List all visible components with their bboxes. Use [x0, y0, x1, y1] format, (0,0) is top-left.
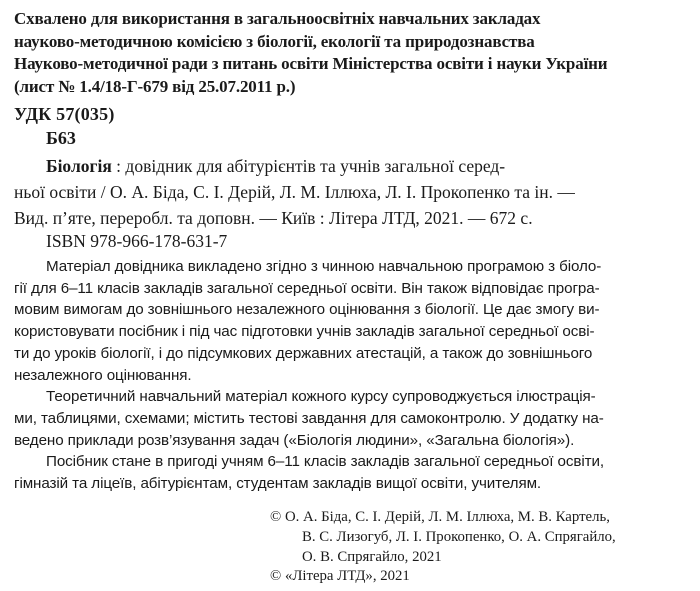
- copyright-line: В. С. Лизогуб, Л. І. Прокопенко, О. А. Спрягайло,: [302, 528, 616, 545]
- annotation-line: ти до уроків біології, і до підсумкових державних атестацій, а також до зовнішнього: [14, 344, 593, 362]
- approval-line: науково-методичною комісією з біології, екології та природознавства: [14, 31, 535, 51]
- udk-code: УДК 57(035): [14, 104, 115, 124]
- annotation-line: Теоретичний навчальний матеріал кожного курсу супроводжується ілюстрація-: [46, 388, 596, 406]
- annotation-line: Матеріал довідника викладено згідно з чинною навчальною програмою з біоло-: [46, 258, 602, 275]
- annotation-line: ведено приклади розв’язування задач («Біологія людини», «Загальна біологія»).: [14, 431, 575, 449]
- biblio-line: ньої освіти / О. А. Біда, С. І. Дерій, Л. М. Іллюха, Л. І. Прокопенко та ін. —: [14, 182, 575, 202]
- book-title: Біологія: [46, 156, 112, 176]
- annotation-line: ми, таблицями, схемами; містить тестові завдання для самоконтролю. У додатку на-: [14, 409, 604, 427]
- approval-line: Схвалено для використання в загальноосвітніх навчальних закладах: [14, 9, 541, 28]
- copyright-line: © О. А. Біда, С. І. Дерій, Л. М. Іллюха, М. В. Картель,: [270, 509, 610, 525]
- annotation-line: мовим вимогам до зовнішнього незалежного оцінювання з біології. Це дає змогу ви-: [14, 301, 600, 319]
- copyright-block: [270, 508, 690, 587]
- annotation-line: незалежного оцінювання.: [14, 366, 192, 384]
- copyright-line: © «Літера ЛТД», 2021: [270, 568, 410, 585]
- annotation-line: гімназій та ліцеїв, абітурієнтам, студентам закладів вищої освіти, учителям.: [14, 475, 542, 493]
- isbn: ISBN 978-966-178-631-7: [46, 231, 228, 251]
- approval-line: (лист № 1.4/18-Г-679 від 25.07.2011 р.): [14, 76, 296, 96]
- biblio-line: Вид. п’яте, переробл. та доповн. — Київ : Літера ЛТД, 2021. — 672 с.: [14, 208, 533, 228]
- annotation-line: користовувати посібник і під час підготовки учнів закладів загальної середньої осві-: [14, 323, 595, 341]
- bbk-code: Б63: [46, 128, 76, 148]
- approval-line: Науково-методичної ради з питань освіти Міністерства освіти і науки України: [14, 54, 608, 73]
- annotation: [14, 256, 694, 495]
- annotation-line: Посібник стане в пригоді учням 6–11 класів закладів загальної середньої освіти,: [46, 453, 604, 471]
- copyright-line: О. В. Спрягайло, 2021: [302, 548, 442, 565]
- annotation-line: гії для 6–11 класів закладів загальної середньої освіти. Він також відповідає програ-: [14, 279, 600, 297]
- bibliographic-description: [14, 153, 690, 231]
- biblio-line: [14, 153, 690, 179]
- book-subtitle: : довідник для абітурієнтів та учнів загальної серед-: [111, 156, 506, 176]
- approval-notice: [14, 8, 698, 98]
